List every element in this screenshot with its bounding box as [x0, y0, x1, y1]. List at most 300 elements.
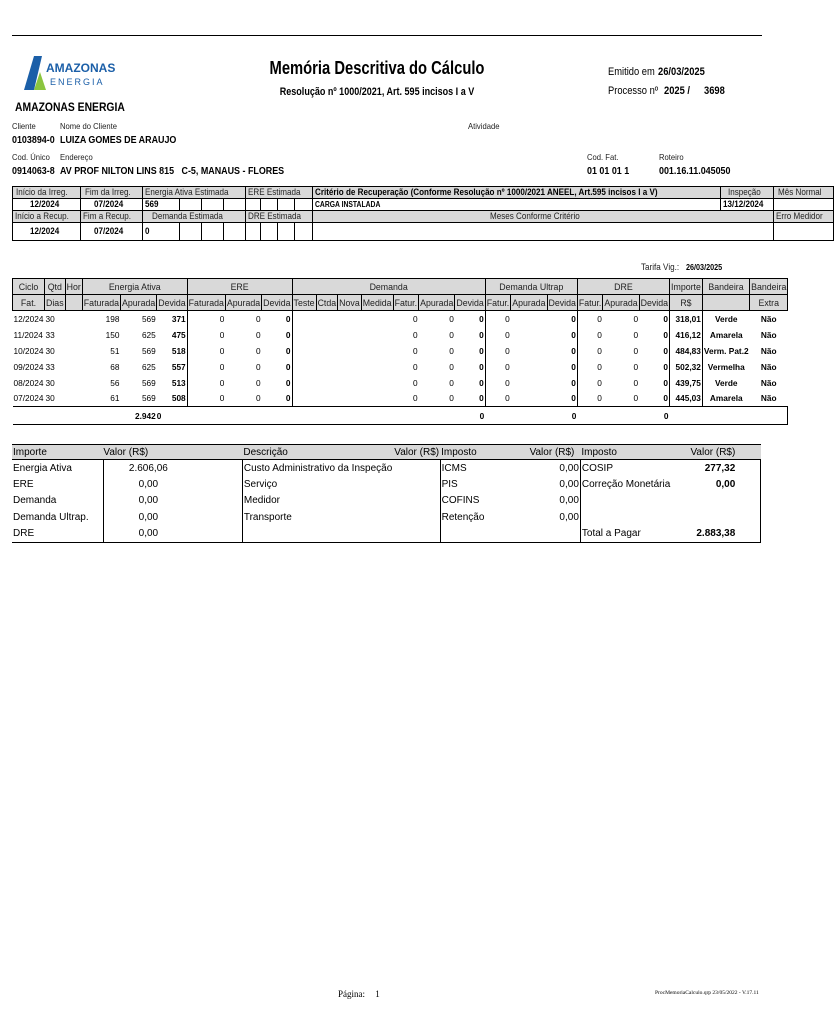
calc-cell [65, 311, 82, 327]
calc-cell: 61 [110, 393, 120, 404]
document-header [12, 35, 762, 117]
calc-row [13, 311, 788, 327]
calc-cell: 0 [219, 329, 225, 340]
total-energia: 2.942 [13, 407, 157, 425]
calc-row [13, 343, 788, 359]
calc-subheader-cell: Fat. [13, 295, 45, 311]
calc-cell: Vermelha [707, 361, 745, 372]
calc-cell: 0 [505, 345, 510, 356]
calc-cell: 0 [449, 329, 454, 340]
roteiro-value: 001.16.11.045050 [659, 165, 731, 177]
calc-cell [65, 343, 82, 359]
calc-cell [511, 311, 547, 327]
calc-subheader-cell: Apurada [603, 295, 639, 311]
calc-cell: 513 [157, 375, 187, 391]
calc-cell: 508 [157, 391, 187, 407]
irreg-header-row-2 [13, 211, 834, 223]
calc-cell: 0 [547, 311, 577, 327]
energia-estimada-header: Energia Ativa Estimada [144, 187, 229, 198]
importe-value: 0,00 [103, 509, 242, 526]
calc-cell [292, 327, 316, 343]
calc-cell: 0 [219, 361, 225, 372]
calc-cell: 0 [449, 361, 454, 372]
calc-cell: 0 [633, 329, 639, 340]
calc-cell: 569 [141, 345, 156, 356]
calc-cell: 0 [262, 359, 292, 375]
summary-edge [736, 460, 760, 477]
descricao-label: Serviço [243, 478, 278, 490]
summary-edge [736, 509, 760, 526]
calc-cell: 0 [639, 359, 669, 375]
calc-cell: 0 [505, 313, 510, 324]
calc-cell: 51 [110, 345, 120, 356]
emitido-label: Emitido em [608, 66, 655, 78]
summary-edge [736, 526, 760, 543]
inicio-irreg-header: Início da Irreg. [16, 187, 68, 198]
calc-cell [338, 391, 362, 407]
calc-cell: 0 [412, 377, 418, 388]
fim-irreg-header: Fim da Irreg. [84, 187, 131, 198]
imposto2-label [580, 493, 671, 510]
calc-cell [511, 359, 547, 375]
calc-cell: 569 [141, 393, 156, 404]
calc-cell [316, 327, 338, 343]
calc-cell [65, 391, 82, 407]
calc-cell: 0 [597, 313, 602, 324]
calc-cell: 0 [547, 359, 577, 375]
calc-cell: 0 [256, 313, 261, 324]
calc-cell: 569 [141, 313, 156, 324]
calc-cell: 0 [639, 391, 669, 407]
importe-label: DRE [12, 526, 103, 543]
imposto-col-header-2: Imposto [580, 445, 671, 460]
total-label: Total a Pagar [580, 526, 671, 543]
irreg-value-row-1 [13, 199, 834, 211]
summary-body [12, 460, 761, 543]
imposto2-value [671, 493, 736, 510]
total-value: 2.883,38 [671, 526, 736, 543]
demanda-ultrap-header: Demanda Ultrap [485, 279, 577, 295]
endereco-label: Endereço [60, 152, 93, 162]
dre-estimada-header: DRE Estimada [248, 211, 302, 222]
qtd-header: Qtd [45, 279, 66, 295]
calc-cell: Não [760, 329, 777, 340]
calc-cell [511, 375, 547, 391]
calc-cell: 0 [256, 345, 261, 356]
valor-col-header-3: Valor (R$) [513, 445, 581, 460]
calc-subheader-cell: Medida [361, 295, 393, 311]
calc-cell [316, 375, 338, 391]
irreg-header-row-1 [13, 187, 834, 199]
descricao-label: Custo Administrativo da Inspeção [243, 462, 393, 474]
calc-subheader-cell: Apurada [121, 295, 157, 311]
calc-cell: Não [760, 361, 777, 372]
processo-label: Processo nº [608, 85, 659, 97]
descricao-value [393, 493, 440, 510]
imposto-value: 0,00 [513, 493, 581, 510]
calc-cell: 0 [262, 343, 292, 359]
calc-cell [292, 375, 316, 391]
calc-subheader-cell [65, 295, 82, 311]
calc-cell: 0 [262, 391, 292, 407]
cod-unico-label: Cod. Único [12, 152, 50, 162]
calc-cell [511, 391, 547, 407]
imposto-label: PIS [441, 478, 458, 490]
calc-cell: 439,75 [670, 375, 703, 391]
calc-cell [361, 375, 393, 391]
atividade-label: Atividade [468, 121, 500, 131]
imposto2-value: 0,00 [715, 478, 736, 490]
imposto-value [513, 526, 581, 543]
calc-cell: 0 [455, 391, 485, 407]
summary-row [12, 493, 761, 510]
calc-subheader-cell: Devida [455, 295, 485, 311]
bandeira-header: Bandeira [702, 279, 749, 295]
calc-cell: 0 [262, 327, 292, 343]
calc-cell: 0 [505, 361, 510, 372]
calc-subheader-cell: Faturada [82, 295, 120, 311]
calc-cell [316, 343, 338, 359]
roteiro-label: Roteiro [659, 152, 684, 162]
inicio-irreg-value: 12/2024 [29, 199, 59, 210]
calc-cell: 475 [157, 327, 187, 343]
total-ultrap: 0 [485, 407, 577, 425]
importe-label: Demanda Ultrap. [12, 509, 103, 526]
calc-cell: 0 [597, 329, 602, 340]
calc-cell [292, 311, 316, 327]
calc-cell [292, 391, 316, 407]
calc-cell: Não [760, 313, 777, 324]
calc-cell: 0 [412, 393, 418, 404]
calc-cell [338, 375, 362, 391]
program-version: ProcMemoriaCalculo.qrp 23/05/2022 - V.17.11 [655, 990, 759, 996]
imposto2-label: Correção Monetária [581, 478, 671, 490]
calc-cell: 0 [633, 393, 639, 404]
calc-subheader-cell: Ctda [316, 295, 338, 311]
calc-cell [361, 327, 393, 343]
calc-cell: 0 [505, 329, 510, 340]
calc-cell [361, 343, 393, 359]
demanda-estimada-value: 0 [144, 226, 150, 237]
imposto2-value [671, 509, 736, 526]
erro-medidor-header: Erro Medidor [775, 211, 823, 222]
calc-cell: 569 [141, 377, 156, 388]
calc-subheader-cell: Extra [750, 295, 788, 311]
ere-estimada-header: ERE Estimada [248, 187, 301, 198]
calc-cell: 0 [639, 327, 669, 343]
calc-cell: 0 [547, 343, 577, 359]
calc-subheader-cell: Devida [157, 295, 187, 311]
calc-cell [511, 343, 547, 359]
calc-cell: 150 [105, 329, 120, 340]
calc-subheader-cell: R$ [670, 295, 703, 311]
calc-cell: 625 [141, 361, 156, 372]
calc-cell: 30 [45, 377, 55, 388]
summary-row [12, 460, 761, 477]
imposto-label: COFINS [441, 495, 480, 507]
inicio-recup-header: Início a Recup. [15, 211, 69, 222]
calc-cell: 416,12 [670, 327, 703, 343]
calc-body [13, 311, 788, 425]
importe-value: 2.606,06 [103, 460, 242, 477]
calc-cell: 0 [633, 345, 639, 356]
mes-normal-header: Mês Normal [777, 187, 822, 198]
calc-cell: 0 [449, 345, 454, 356]
total-dre: 0 [577, 407, 669, 425]
demanda-estimada-header: Demanda Estimada [152, 211, 224, 222]
calc-cell: 0 [219, 313, 225, 324]
dre-header: DRE [577, 279, 669, 295]
calc-subheader-cell: Apurada [511, 295, 547, 311]
fim-recup-value: 07/2024 [94, 226, 124, 237]
calc-row [13, 359, 788, 375]
calc-cell: 56 [110, 377, 120, 388]
descricao-value [393, 476, 440, 493]
calc-cell: 0 [547, 327, 577, 343]
cod-fat-value: 01 01 01 1 [587, 165, 630, 177]
cliente-label: Cliente [12, 121, 36, 131]
descricao-label [242, 526, 393, 543]
calc-cell: 0 [455, 327, 485, 343]
calc-cell: Amarela [709, 393, 743, 404]
importe-header: Importe [670, 279, 703, 295]
calc-cell: 0 [455, 343, 485, 359]
endereco-value: AV PROF NILTON LINS 815 C-5, MANAUS - FLORES [60, 165, 285, 177]
calc-cell: 557 [157, 359, 187, 375]
descricao-label: Medidor [243, 495, 280, 507]
processo-year: 2025 / [664, 85, 691, 97]
total-empty [670, 407, 788, 425]
calc-cell: 0 [256, 377, 261, 388]
calc-cell [65, 327, 82, 343]
imposto-value: 0,00 [513, 476, 581, 493]
calc-cell [316, 391, 338, 407]
total-demanda: 0 [292, 407, 485, 425]
tarifa-value: 26/03/2025 [686, 262, 723, 272]
calc-cell: Verde [714, 313, 738, 324]
hor-header: Hor [65, 279, 82, 295]
calc-cell: 0 [547, 375, 577, 391]
calc-cell: 0 [256, 393, 261, 404]
calc-cell: 12/2024 [13, 313, 44, 324]
calc-totals-row [13, 407, 788, 425]
summary-edge [736, 493, 760, 510]
logo-text-top: AMAZONAS [46, 61, 116, 75]
calc-cell: 0 [412, 361, 418, 372]
calc-cell: 0 [639, 311, 669, 327]
descricao-value [393, 526, 440, 543]
imposto-value: 0,00 [513, 460, 581, 477]
calc-subheader-cell: Fatur. [485, 295, 511, 311]
calc-cell [338, 359, 362, 375]
calc-cell: 0 [412, 345, 418, 356]
descricao-value [393, 509, 440, 526]
calc-cell: 0 [505, 393, 510, 404]
emitido-value: 26/03/2025 [658, 66, 705, 78]
company-name: AMAZONAS ENERGIA [15, 102, 125, 114]
bandeira-extra-header: Bandeira [750, 279, 788, 295]
irregularity-table [12, 186, 834, 241]
inicio-recup-value: 12/2024 [29, 226, 59, 237]
calc-cell: 0 [455, 375, 485, 391]
descricao-col-header: Descrição [242, 445, 393, 460]
importe-value: 0,00 [103, 493, 242, 510]
calc-subheader-cell: Teste [292, 295, 316, 311]
calc-cell: 68 [110, 361, 120, 372]
calc-cell: 07/2024 [13, 393, 44, 404]
calc-row [13, 327, 788, 343]
calc-cell: 0 [639, 343, 669, 359]
summary-edge [736, 476, 760, 493]
importe-label: Demanda [12, 493, 103, 510]
calc-row [13, 391, 788, 407]
meses-criterio-header: Meses Conforme Critério [490, 211, 581, 222]
calc-cell: 0 [597, 377, 602, 388]
total-ere: 0 [157, 407, 292, 425]
fim-recup-header: Fim a Recup. [83, 211, 132, 222]
calc-cell: 0 [219, 393, 225, 404]
calc-subheader-cell: Apurada [419, 295, 455, 311]
calc-cell: 09/2024 [13, 361, 44, 372]
calculation-table [12, 278, 788, 425]
calc-cell: 0 [639, 375, 669, 391]
calc-cell: 0 [412, 329, 418, 340]
summary-row [12, 509, 761, 526]
calc-cell: 198 [105, 313, 120, 324]
valor-col-header-1: Valor (R$) [103, 445, 242, 460]
imposto-value: 0,00 [513, 509, 581, 526]
calc-cell: 0 [262, 311, 292, 327]
calc-cell: 10/2024 [13, 345, 44, 356]
calc-cell: 08/2024 [13, 377, 44, 388]
calc-cell: 484,83 [670, 343, 703, 359]
importe-label: ERE [12, 476, 103, 493]
cod-fat-label: Cod. Fat. [587, 152, 619, 162]
calc-subheader-cell: Faturada [187, 295, 225, 311]
imposto2-value: 277,32 [704, 462, 736, 474]
calc-subheader-cell: Apurada [225, 295, 261, 311]
ere-header: ERE [187, 279, 292, 295]
summary-row [12, 476, 761, 493]
calc-cell: 0 [597, 345, 602, 356]
calc-subheader-cell: Nova [338, 295, 362, 311]
calc-cell: Não [760, 377, 777, 388]
calc-cell: 0 [449, 393, 454, 404]
calc-cell: 0 [455, 311, 485, 327]
calc-cell [65, 359, 82, 375]
nome-label: Nome do Cliente [60, 121, 117, 131]
importe-value: 0,00 [103, 526, 242, 543]
calc-cell [292, 359, 316, 375]
cliente-value: 0103894-0 [12, 134, 55, 146]
criterio-value: CARGA INSTALADA [315, 200, 381, 209]
calc-cell: 0 [455, 359, 485, 375]
calc-subheader-cell: Fatur. [577, 295, 603, 311]
calc-cell: 518 [157, 343, 187, 359]
cod-unico-value: 0914063-8 [12, 165, 55, 177]
calc-cell: 0 [412, 313, 418, 324]
inspecao-header: Inspeção [727, 187, 761, 198]
calc-subheader-cell: Devida [262, 295, 292, 311]
calc-cell: 0 [633, 313, 639, 324]
calc-cell [361, 359, 393, 375]
summary-header [12, 445, 761, 460]
calc-cell: 0 [633, 377, 639, 388]
calc-cell [65, 375, 82, 391]
calc-cell: 0 [262, 375, 292, 391]
calc-group-header [13, 279, 788, 295]
irreg-value-row-2 [13, 223, 834, 241]
calc-cell: Não [760, 345, 777, 356]
calc-cell [361, 391, 393, 407]
calc-subheader-cell [702, 295, 749, 311]
nome-value: LUIZA GOMES DE ARAUJO [60, 134, 177, 146]
calc-cell: 0 [219, 377, 225, 388]
calc-cell: Verm. Pat.2 [703, 345, 749, 356]
importe-label: Energia Ativa [12, 460, 103, 477]
calc-cell [338, 343, 362, 359]
calc-subheader-cell: Dias [45, 295, 66, 311]
descricao-value [393, 460, 440, 477]
calc-cell: 0 [256, 361, 261, 372]
calc-cell: 0 [597, 393, 602, 404]
calc-cell [316, 359, 338, 375]
calc-cell: 0 [597, 361, 602, 372]
calc-cell [511, 327, 547, 343]
calc-cell: 371 [157, 311, 187, 327]
page-number: 1 [375, 989, 380, 999]
calc-cell [338, 311, 362, 327]
processo-number: 3698 [704, 85, 725, 97]
calc-cell: 0 [256, 329, 261, 340]
calc-cell: 0 [449, 377, 454, 388]
calc-cell: 33 [45, 329, 55, 340]
calc-cell: 0 [633, 361, 639, 372]
calc-cell: 11/2024 [13, 329, 43, 340]
imposto2-label: COSIP [581, 462, 614, 474]
calc-subheader-cell: Fatur. [393, 295, 419, 311]
calc-row [13, 375, 788, 391]
imposto-label [440, 526, 513, 543]
demanda-header: Demanda [292, 279, 485, 295]
calc-cell: 0 [219, 345, 225, 356]
logo-text-bottom: ENERGIA [50, 77, 105, 87]
calc-cell: 33 [45, 361, 55, 372]
calc-cell: 502,32 [670, 359, 703, 375]
fim-irreg-value: 07/2024 [94, 199, 124, 210]
importe-col-header: Importe [12, 445, 103, 460]
imposto-col-header-1: Imposto [440, 445, 513, 460]
calc-cell: 30 [45, 345, 55, 356]
calc-cell: 0 [449, 313, 454, 324]
calc-cell [292, 343, 316, 359]
valor-col-header-4: Valor (R$) [671, 445, 736, 460]
calc-cell [361, 311, 393, 327]
criterio-header: Critério de Recuperação (Conforme Resolução nº 1000/2021 ANEEL, Art.595 incisos I a V) [315, 187, 658, 198]
page-footer [338, 989, 380, 999]
summary-row [12, 526, 761, 543]
calc-cell: 0 [505, 377, 510, 388]
calc-cell: 0 [547, 391, 577, 407]
page-title: Memória Descritiva do Cálculo [269, 58, 485, 78]
calc-subheader-cell: Devida [639, 295, 669, 311]
calc-cell: 30 [45, 313, 55, 324]
calc-cell: 30 [45, 393, 55, 404]
tarifa-label: Tarifa Vig.: [641, 262, 680, 272]
calc-cell [338, 327, 362, 343]
imposto-label: Retenção [441, 511, 485, 523]
imposto-label: ICMS [441, 462, 467, 474]
